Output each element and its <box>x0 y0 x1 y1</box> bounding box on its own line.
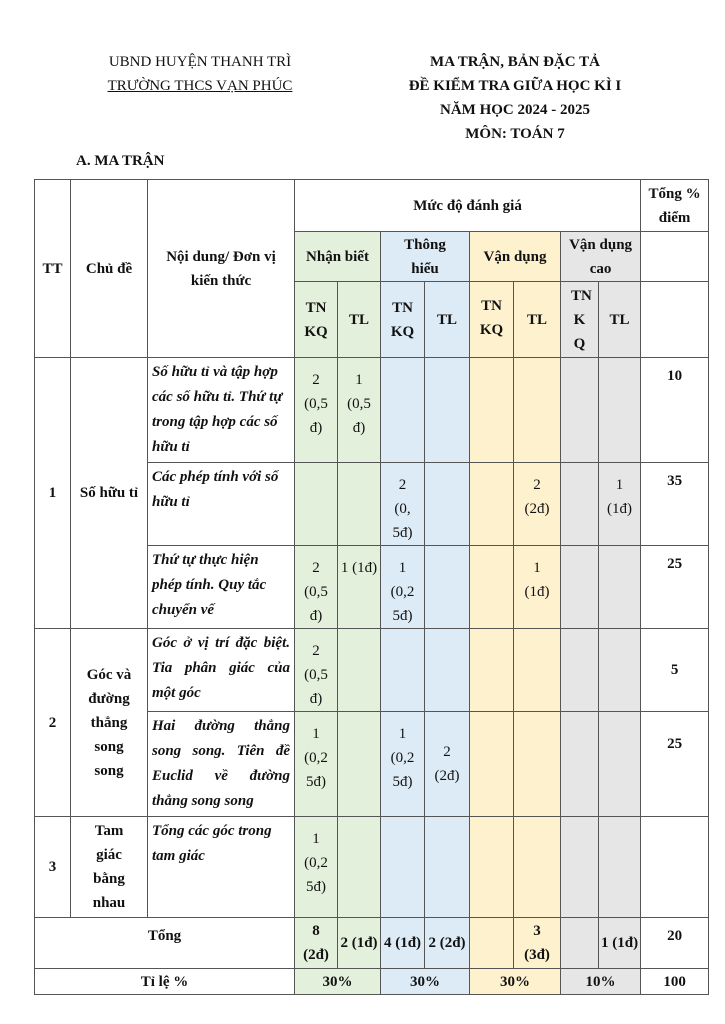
cell-tong: 10 <box>641 358 709 463</box>
cell-empty <box>514 712 561 817</box>
cell-empty <box>381 817 425 918</box>
cell-empty <box>470 817 514 918</box>
row-noi-dung: Số hữu tỉ và tập hợp các số hữu tỉ. Thứ tự trong tập hợp các số hữu tỉ <box>148 358 295 463</box>
cell-empty <box>338 712 381 817</box>
header-th-tnkq: TN KQ <box>381 282 425 358</box>
cell-empty <box>514 817 561 918</box>
row-noi-dung: Tổng các góc trong tam giác <box>148 817 295 918</box>
row-noi-dung: Hai đường thẳng song song. Tiên đề Euclid về đường thẳng song song <box>148 712 295 817</box>
cell-empty <box>470 546 514 629</box>
title-line-1: MA TRẬN, BẢN ĐẶC TẢ <box>430 54 600 70</box>
ratio-vd: 30% <box>470 969 561 995</box>
school-name: TRƯỜNG THCS VẠN PHÚC <box>107 78 293 94</box>
cell-empty <box>425 817 470 918</box>
cell-nb-tn: 1 (0,2 5đ) <box>295 817 338 918</box>
ratio-row <box>35 969 709 995</box>
cell-empty <box>425 546 470 629</box>
row-tt: 3 <box>35 817 71 918</box>
cell-empty <box>425 463 470 546</box>
cell-th-tn: 1 (0,2 5đ) <box>381 712 425 817</box>
district-name: UBND HUYỆN THANH TRÌ <box>108 54 292 70</box>
cell-empty <box>514 358 561 463</box>
cell-tong: 35 <box>641 463 709 546</box>
assessment-matrix-table <box>34 179 709 995</box>
section-title: A. MA TRẬN <box>76 153 165 169</box>
total-th-tl: 2 (2đ) <box>425 918 470 969</box>
cell-empty <box>470 712 514 817</box>
cell-empty <box>641 817 709 918</box>
ratio-th: 30% <box>381 969 470 995</box>
ratio-label: Tỉ lệ % <box>35 969 295 995</box>
header-muc-do: Mức độ đánh giá <box>295 180 641 232</box>
header-chu-de: Chủ đề <box>71 180 148 358</box>
cell-th-tn: 2 (0, 5đ) <box>381 463 425 546</box>
total-th-tn: 4 (1đ) <box>381 918 425 969</box>
header-van-dung: Vận dụng <box>470 232 561 282</box>
total-nb-tn: 8 (2đ) <box>295 918 338 969</box>
row-noi-dung: Các phép tính với số hữu tỉ <box>148 463 295 546</box>
cell-empty <box>599 712 641 817</box>
cell-empty <box>295 463 338 546</box>
cell-th-tn: 1 (0,2 5đ) <box>381 546 425 629</box>
cell-empty <box>514 629 561 712</box>
school-year: NĂM HỌC 2024 - 2025 <box>440 102 590 118</box>
cell-empty <box>561 463 599 546</box>
cell-empty <box>338 463 381 546</box>
cell-vd-tl: 2 (2đ) <box>514 463 561 546</box>
ratio-nb: 30% <box>295 969 381 995</box>
cell-empty <box>470 629 514 712</box>
cell-vd-tl: 1 (1đ) <box>514 546 561 629</box>
school-header <box>60 50 340 98</box>
cell-nb-tn: 2 (0,5 đ) <box>295 358 338 463</box>
cell-empty <box>599 629 641 712</box>
cell-empty <box>561 918 599 969</box>
cell-empty <box>599 546 641 629</box>
header-thong-hieu: Thông hiểu <box>381 232 470 282</box>
cell-nb-tn: 1 (0,2 5đ) <box>295 712 338 817</box>
cell-empty <box>561 546 599 629</box>
cell-tong: 25 <box>641 712 709 817</box>
total-nb-tl: 2 (1đ) <box>338 918 381 969</box>
row-chu-de: Tam giác bằng nhau <box>71 817 148 918</box>
ratio-total: 100 <box>641 969 709 995</box>
total-sum: 20 <box>641 918 709 969</box>
table-row <box>35 358 709 463</box>
document-title <box>370 50 660 146</box>
cell-empty <box>561 712 599 817</box>
header-nb-tnkq: TN KQ <box>295 282 338 358</box>
ratio-vdc: 10% <box>561 969 641 995</box>
cell-empty <box>425 629 470 712</box>
header-tong-diem: Tổng % điểm <box>641 180 709 232</box>
cell-empty <box>425 358 470 463</box>
cell-vdc-tl: 1 (1đ) <box>599 463 641 546</box>
header-empty <box>641 282 709 358</box>
cell-empty <box>561 817 599 918</box>
header-empty <box>641 232 709 282</box>
cell-tong: 25 <box>641 546 709 629</box>
row-chu-de: Số hữu tỉ <box>71 358 148 629</box>
cell-nb-tl: 1 (0,5 đ) <box>338 358 381 463</box>
total-vdc-tl: 1 (1đ) <box>599 918 641 969</box>
cell-empty <box>599 817 641 918</box>
cell-empty <box>470 463 514 546</box>
title-line-2: ĐỀ KIỂM TRA GIỮA HỌC KÌ I <box>408 78 622 94</box>
header-nb-tl: TL <box>338 282 381 358</box>
cell-empty <box>561 358 599 463</box>
cell-tong: 5 <box>641 629 709 712</box>
row-noi-dung: Thứ tự thực hiện phép tính. Quy tắc chuyển vế <box>148 546 295 629</box>
header-nhan-biet: Nhận biết <box>295 232 381 282</box>
total-label: Tổng <box>35 918 295 969</box>
cell-nb-tn: 2 (0,5 đ) <box>295 629 338 712</box>
cell-th-tl: 2 (2đ) <box>425 712 470 817</box>
header-vd-tnkq: TN KQ <box>470 282 514 358</box>
subject: MÔN: TOÁN 7 <box>465 126 565 142</box>
cell-empty <box>338 817 381 918</box>
cell-empty <box>599 358 641 463</box>
row-tt: 2 <box>35 629 71 817</box>
cell-nb-tl: 1 (1đ) <box>338 546 381 629</box>
total-row <box>35 918 709 969</box>
cell-empty <box>561 629 599 712</box>
row-chu-de: Góc và đường thẳng song song <box>71 629 148 817</box>
header-noi-dung: Nội dung/ Đơn vị kiến thức <box>148 180 295 358</box>
cell-empty <box>338 629 381 712</box>
cell-nb-tn: 2 (0,5 đ) <box>295 546 338 629</box>
row-tt: 1 <box>35 358 71 629</box>
header-vd-tl: TL <box>514 282 561 358</box>
cell-empty <box>470 918 514 969</box>
row-noi-dung: Góc ở vị trí đặc biệt. Tia phân giác của một góc <box>148 629 295 712</box>
table-row <box>35 629 709 712</box>
header-van-dung-cao: Vận dụng cao <box>561 232 641 282</box>
header-th-tl: TL <box>425 282 470 358</box>
header-vdc-tnkq: TN K Q <box>561 282 599 358</box>
cell-empty <box>470 358 514 463</box>
cell-empty <box>381 629 425 712</box>
total-vd-tl: 3 (3đ) <box>514 918 561 969</box>
header-vdc-tl: TL <box>599 282 641 358</box>
header-tt: TT <box>35 180 71 358</box>
table-row <box>35 817 709 918</box>
cell-empty <box>381 358 425 463</box>
